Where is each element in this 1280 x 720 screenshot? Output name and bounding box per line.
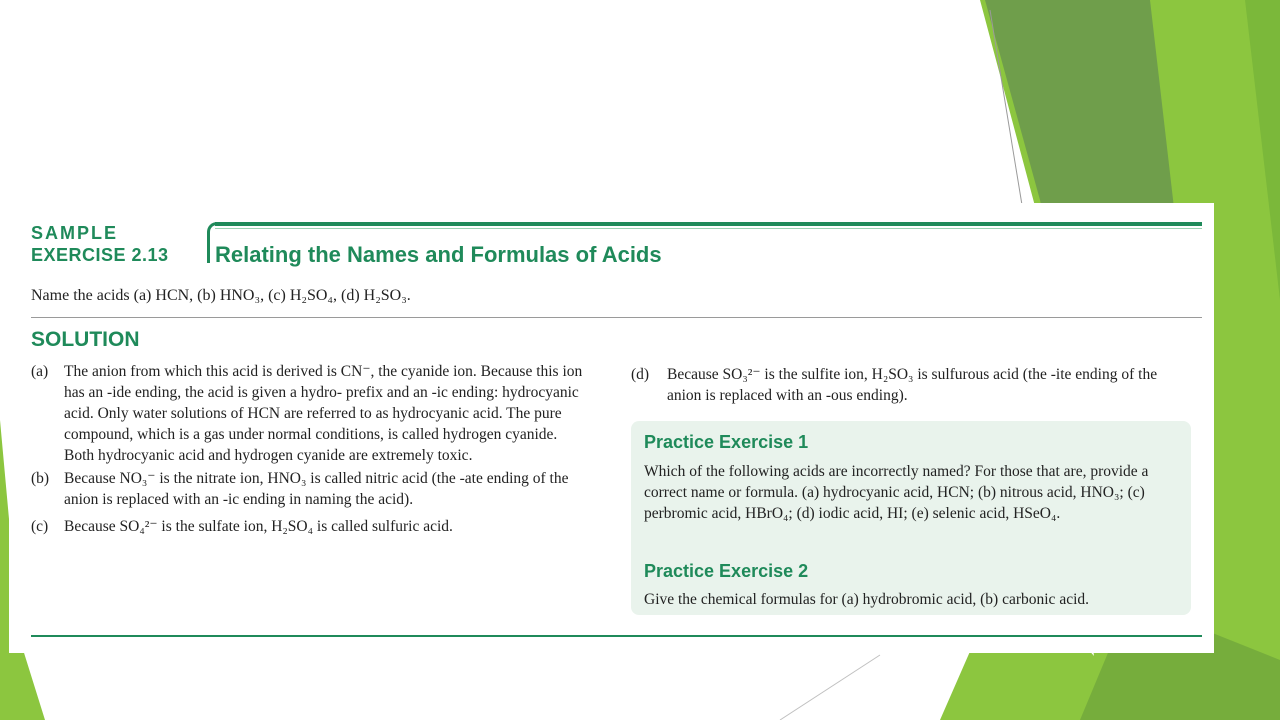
item-text: Because NO₃⁻ is the nitrate ion, HNO₃ is called nitric acid (the -ate ending of the anion is replaced with an -ic ending in naming the acid). — [64, 470, 569, 508]
solution-item-b — [31, 468, 591, 510]
header-rule — [215, 222, 1202, 226]
solution-right-column — [631, 364, 1191, 408]
solution-item-a — [31, 361, 591, 466]
solution-item-d — [631, 364, 1191, 406]
item-tag: (a) — [31, 363, 49, 380]
item-text: The anion from which this acid is derived is CN⁻, the cyanide ion. Because this ion has an -ide ending, the acid is given a hydro- prefix and an -ic ending: hydrocyanic acid. Only water solutions of HCN are referred to as hydrocyanic acid. The pure compound, which is a gas under normal conditions, is called hydrogen cyanide. Both hydrocyanic acid and hydrogen cyanide are extremely toxic. — [64, 363, 583, 464]
practice-exercise-1-title: Practice Exercise 1 — [644, 432, 809, 452]
item-tag: (b) — [31, 470, 50, 487]
item-tag: (d) — [631, 366, 650, 383]
solution-heading: SOLUTION — [31, 328, 140, 351]
practice-exercise-2-title: Practice Exercise 2 — [644, 561, 809, 581]
solution-left-column — [31, 361, 591, 539]
exercise-title: Relating the Names and Formulas of Acids — [215, 242, 662, 267]
bottom-rule — [31, 635, 1202, 637]
header-rule-light — [215, 228, 1202, 229]
sample-label: SAMPLE — [31, 223, 119, 243]
textbook-excerpt — [9, 203, 1214, 653]
practice-box — [631, 421, 1191, 615]
item-text: Because SO₄²⁻ is the sulfate ion, H₂SO₄ is called sulfuric acid. — [64, 518, 453, 535]
practice-exercise-2-text: Give the chemical formulas for (a) hydrobromic acid, (b) carbonic acid. — [644, 591, 1090, 608]
thin-line-bottom — [780, 655, 880, 720]
question-divider — [31, 317, 1202, 318]
exercise-label: EXERCISE 2.13 — [31, 245, 169, 265]
item-tag: (c) — [31, 518, 49, 535]
item-text: Because SO₃²⁻ is the sulfite ion, H₂SO₃ is sulfurous acid (the -ite ending of the anion is replaced with an -ous ending). — [667, 366, 1158, 404]
exercise-question: Name the acids (a) HCN, (b) HNO₃, (c) H₂SO₄, (d) H₂SO₃. — [31, 287, 411, 304]
practice-exercise-1-text: Which of the following acids are incorrectly named? For those that are, provide a correct name or formula. (a) hydrocyanic acid, HCN; (b) nitrous acid, HNO₃; (c) perbromic acid, HBrO₄; (d) iodic acid, HI; (e) selenic acid, HSeO₄. — [644, 463, 1149, 522]
solution-item-c — [31, 516, 591, 537]
